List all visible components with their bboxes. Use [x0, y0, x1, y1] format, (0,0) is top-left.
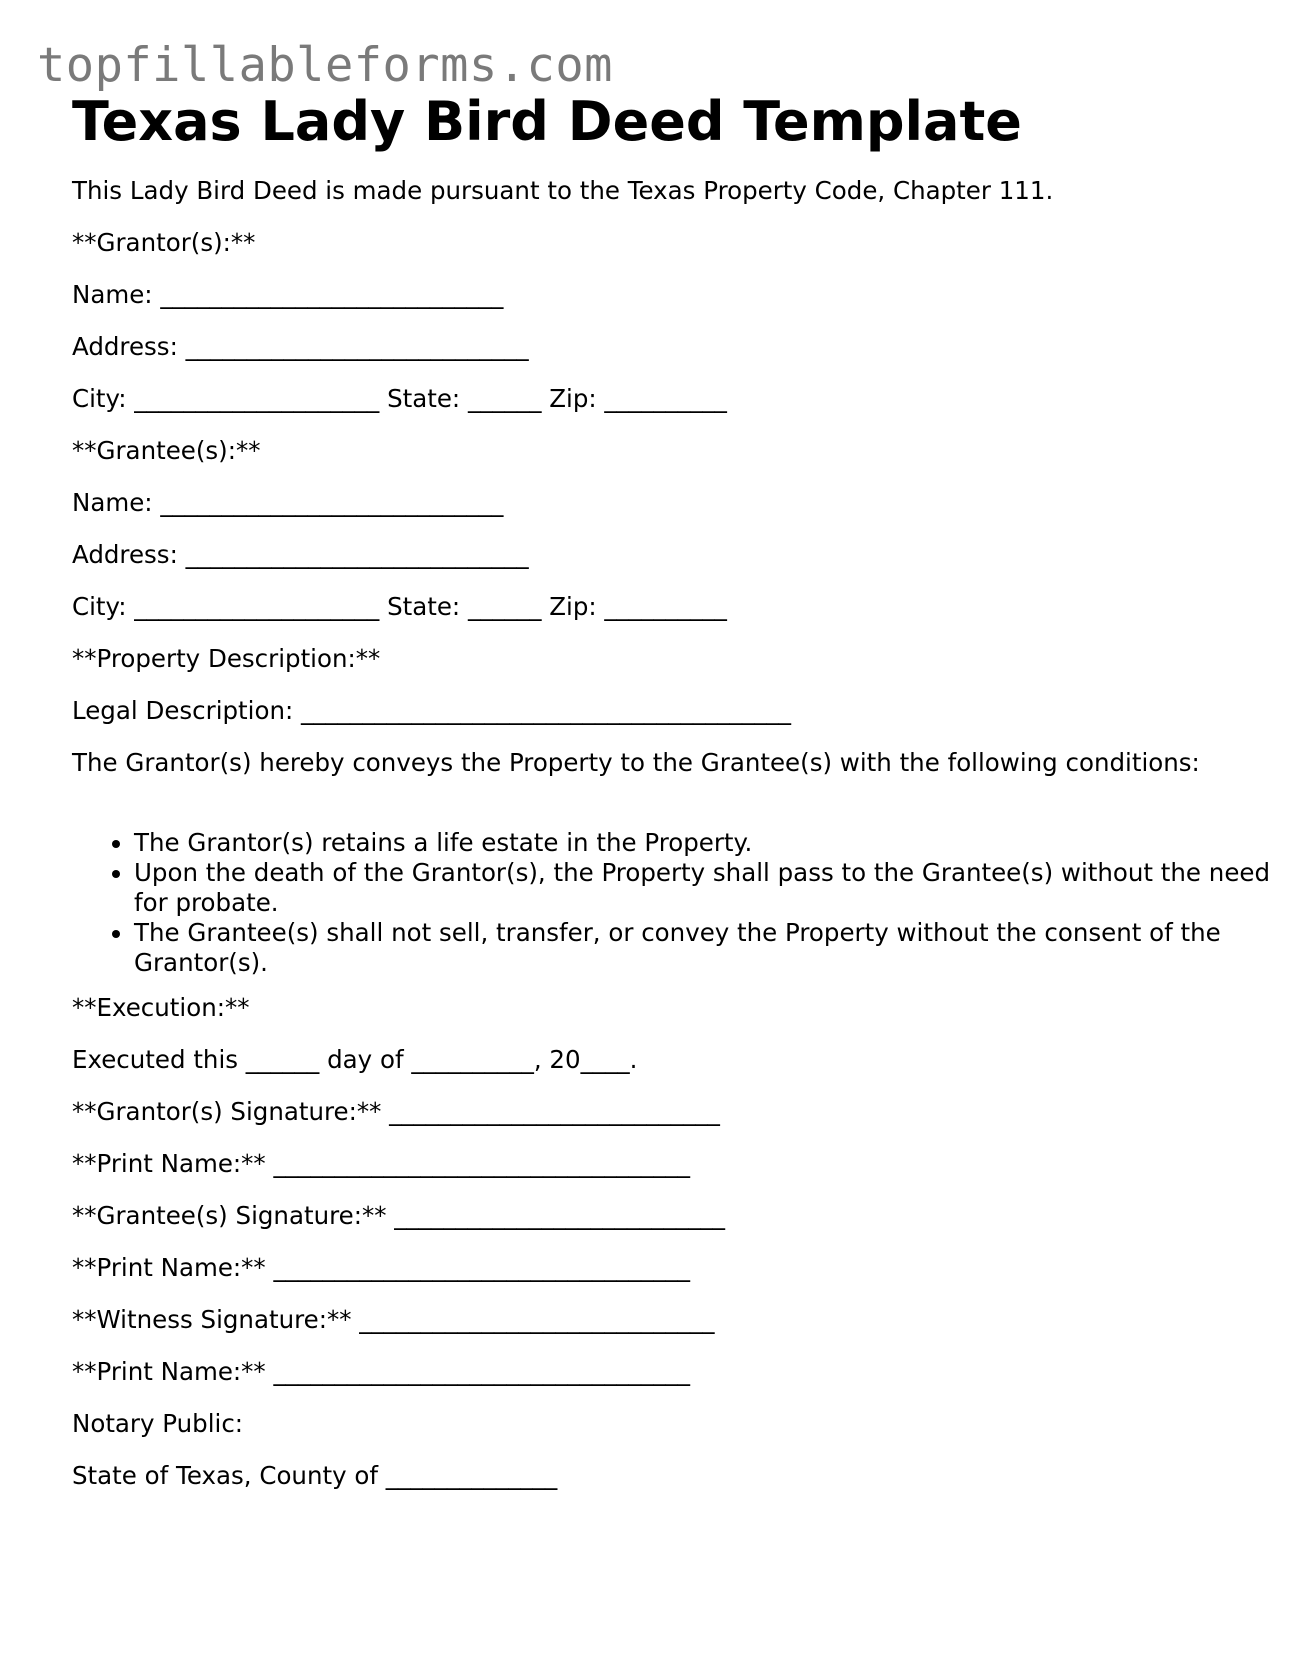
grantor-heading: **Grantor(s):**	[72, 228, 256, 257]
grantee-city-state-zip-field[interactable]: City: ____________________ State: ______ Zip: __________	[72, 592, 727, 621]
execution-heading: **Execution:**	[72, 993, 250, 1022]
witness-signature-field[interactable]: **Witness Signature:** _____________________________	[72, 1305, 715, 1334]
grantee-heading: **Grantee(s):**	[72, 436, 261, 465]
executed-date-field[interactable]: Executed this ______ day of __________, 20____.	[72, 1045, 638, 1074]
grantor-print-name-field[interactable]: **Print Name:** __________________________________	[72, 1149, 690, 1178]
notary-county-field[interactable]: State of Texas, County of ______________	[72, 1461, 558, 1490]
legal-description-field[interactable]: Legal Description: ________________________________________	[72, 696, 792, 725]
watermark-logo: topfillableforms.com	[37, 38, 613, 93]
intro-text: This Lady Bird Deed is made pursuant to the Texas Property Code, Chapter 111.	[72, 176, 1054, 205]
conveyance-text: The Grantor(s) hereby conveys the Property to the Grantee(s) with the following conditions:	[72, 748, 1200, 777]
grantor-name-field[interactable]: Name: ____________________________	[72, 280, 504, 309]
witness-print-name-field[interactable]: **Print Name:** __________________________________	[72, 1357, 690, 1386]
grantee-address-field[interactable]: Address: ____________________________	[72, 540, 529, 569]
grantor-address-field[interactable]: Address: ____________________________	[72, 332, 529, 361]
property-heading: **Property Description:**	[72, 644, 381, 673]
conditions-list	[72, 828, 1294, 978]
grantee-print-name-field[interactable]: **Print Name:** __________________________________	[72, 1253, 690, 1282]
grantor-signature-field[interactable]: **Grantor(s) Signature:** ___________________________	[72, 1097, 720, 1126]
grantee-name-field[interactable]: Name: ____________________________	[72, 488, 504, 517]
grantee-signature-field[interactable]: **Grantee(s) Signature:** ___________________________	[72, 1201, 726, 1230]
condition-item: • The Grantor(s) retains a life estate in the Property.	[134, 828, 1294, 858]
notary-label: Notary Public:	[72, 1409, 244, 1438]
grantor-city-state-zip-field[interactable]: City: ____________________ State: ______ Zip: __________	[72, 384, 727, 413]
condition-item: • Upon the death of the Grantor(s), the Property shall pass to the Grantee(s) without the need for probate.	[134, 858, 1294, 918]
document-page	[72, 90, 1271, 1490]
condition-item: • The Grantee(s) shall not sell, transfer, or convey the Property without the consent of the Grantor(s).	[134, 918, 1294, 978]
page-title: Texas Lady Bird Deed Template	[72, 90, 1022, 153]
